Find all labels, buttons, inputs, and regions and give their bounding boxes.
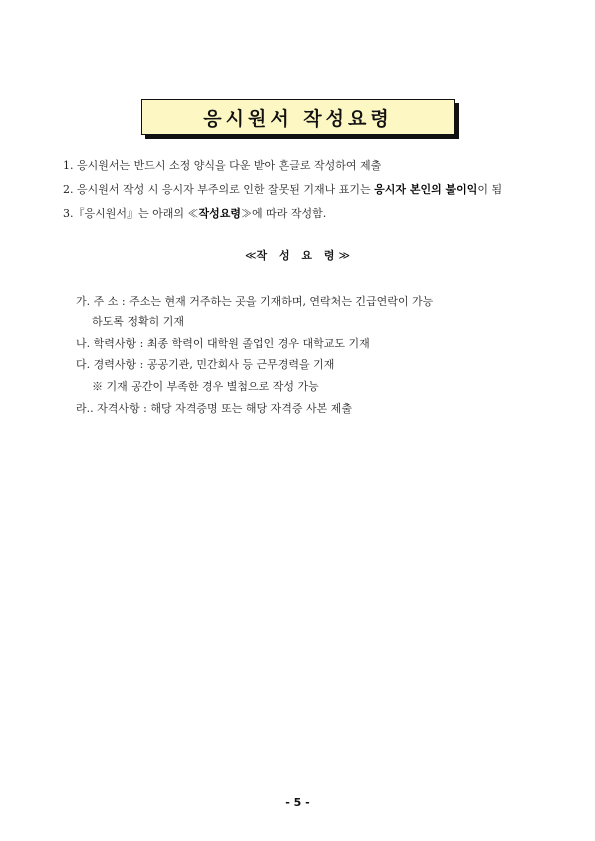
guide-heading: [0, 249, 595, 263]
numbered-item-1: 1. 응시원서는 반드시 소정 양식을 다운 받아 흔글로 작성하여 제출: [63, 159, 382, 172]
numbered-item-2-prefix: 2. 응시원서 작성 시 응시자 부주의로 인한 잘못된 기재나 표기는: [63, 183, 375, 196]
guide-item-license: 라.. 자격사항 : 해당 자격증명 또는 해당 자격증 사본 제출: [76, 402, 352, 415]
title-box: [141, 99, 455, 135]
guide-item-career: 다. 경력사항 : 공공기관, 민간회사 등 근무경력을 기재: [76, 358, 335, 371]
numbered-item-3-prefix: 3.『응시원서』는 아래의 ≪: [63, 207, 199, 220]
title-box-frame: [141, 99, 455, 135]
document-title: 응시원서 작성요령: [203, 107, 393, 130]
guide-heading-text: 작 성 요 령: [256, 249, 339, 262]
numbered-item-3-emphasis: 작성요령: [198, 207, 242, 220]
guide-heading-close: ≫: [338, 249, 351, 262]
numbered-item-2-emphasis: 응시자 본인의 불이익: [374, 183, 478, 196]
page-number: - 5 -: [285, 796, 310, 809]
numbered-item-2-suffix: 이 됨: [477, 183, 503, 196]
guide-item-education: 나. 학력사항 : 최종 학력이 대학원 졸업인 경우 대학교도 기재: [76, 337, 370, 350]
guide-item-career-note: ※ 기재 공간이 부족한 경우 별첨으로 작성 가능: [92, 380, 319, 393]
guide-item-address: 가. 주 소 : 주소는 현재 거주하는 곳을 기재하며, 연락처는 긴급연락이 가능: [76, 295, 434, 308]
numbered-item-2: [63, 183, 502, 197]
guide-item-address-continued: 하도록 정확히 기재: [92, 315, 185, 328]
guide-heading-open: ≪: [244, 249, 257, 262]
numbered-item-3-suffix: ≫에 따라 작성함.: [241, 207, 327, 220]
numbered-item-3: [63, 207, 326, 221]
